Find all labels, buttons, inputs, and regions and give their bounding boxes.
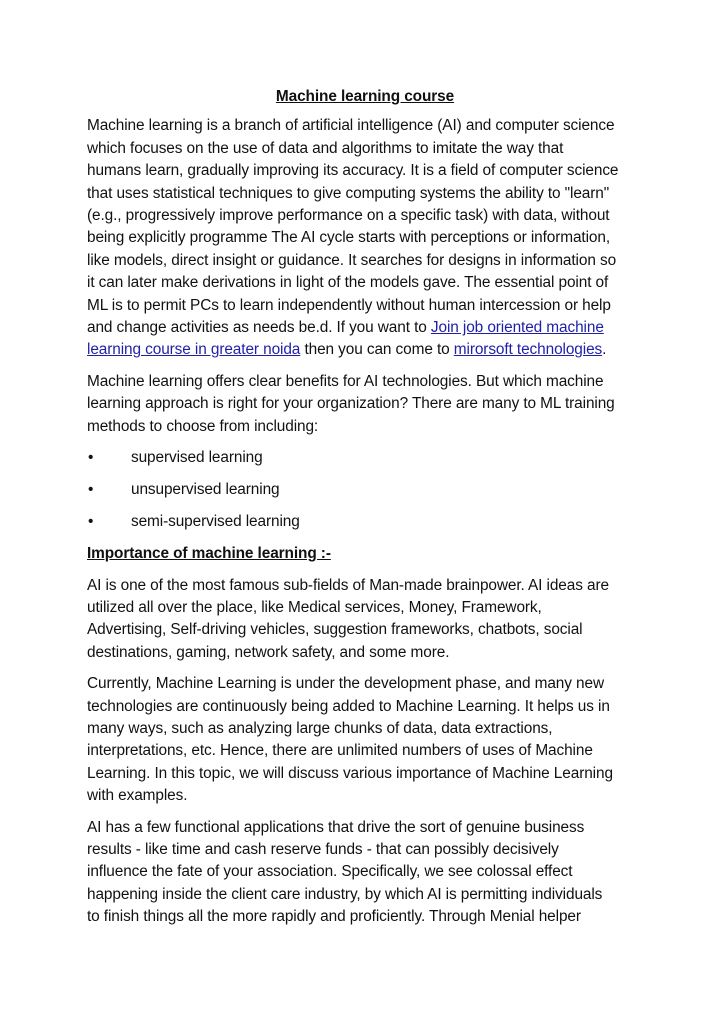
list-item-label: semi-supervised learning [131, 513, 300, 531]
text-line: technologies are continuously being added to Machine Learning. It helps us in [87, 697, 610, 715]
text-line: utilized all over the place, like Medical services, Money, Framework, [87, 598, 542, 616]
ai-fields-paragraph [87, 575, 643, 665]
course-link-part-1[interactable]: Join job oriented machine [430, 319, 604, 337]
text-span: and change activities as needs be.d. If you want to [87, 319, 431, 337]
section-heading: Importance of machine learning :- [87, 545, 331, 563]
text-line: AI is one of the most famous sub-fields of Man-made brainpower. AI ideas are [87, 576, 609, 594]
text-line: happening inside the client care industry, by which AI is permitting individuals [87, 885, 603, 903]
text-line: destinations, gaming, network safety, and some more. [87, 643, 450, 661]
text-line: to finish things all the more rapidly and proficiently. Through Menial helper [87, 908, 581, 926]
text-line: with examples. [87, 787, 188, 805]
text-line: Machine learning is a branch of artificial intelligence (AI) and computer science [87, 117, 615, 135]
text-span: . [602, 341, 607, 359]
list-item [87, 447, 643, 469]
text-line: (e.g., progressively improve performance on a specific task) with data, without [87, 207, 610, 225]
text-line: humans learn, gradually improving its accuracy. It is a field of computer science [87, 162, 619, 180]
text-line-with-link [87, 339, 643, 361]
text-line: Machine learning offers clear benefits for AI technologies. But which machine [87, 372, 604, 390]
text-line: Currently, Machine Learning is under the development phase, and many new [87, 675, 604, 693]
text-line: AI has a few functional applications that drive the sort of genuine business [87, 818, 585, 836]
text-line: ML is to permit PCs to learn independently without human intercession or help [87, 296, 611, 314]
text-line: like models, direct insight or guidance. It searches for designs in information so [87, 251, 617, 269]
bullet-icon: • [88, 513, 94, 531]
text-line: being explicitly programme The AI cycle starts with perceptions or information, [87, 229, 611, 247]
text-span: then you can come to [300, 341, 454, 359]
business-paragraph [87, 817, 643, 929]
text-line: that uses statistical techniques to give computing systems the ability to "learn" [87, 184, 610, 202]
methods-paragraph [87, 371, 643, 438]
company-link[interactable]: mirorsoft technologies [453, 341, 603, 359]
bullet-icon: • [88, 449, 94, 467]
list-item-label: unsupervised learning [131, 481, 280, 499]
text-line: which focuses on the use of data and algorithms to imitate the way that [87, 139, 564, 157]
list-item-label: supervised learning [131, 449, 263, 467]
document-page [87, 86, 643, 938]
text-line: Advertising, Self-driving vehicles, suggestion frameworks, chatbots, social [87, 621, 583, 639]
text-line: results - like time and cash reserve funds - that can possibly decisively [87, 840, 559, 858]
intro-paragraph [87, 115, 643, 361]
course-link-part-2[interactable]: learning course in greater noida [87, 341, 301, 359]
list-item [87, 511, 643, 533]
text-line: it can later make derivations in light of the models gave. The essential point of [87, 274, 609, 292]
bullet-icon: • [88, 481, 94, 499]
text-line: learning approach is right for your organization? There are many to ML training [87, 395, 615, 413]
text-line: influence the fate of your association. Specifically, we see colossal effect [87, 863, 573, 881]
text-line: interpretations, etc. Hence, there are unlimited numbers of uses of Machine [87, 742, 593, 760]
document-title: Machine learning course [275, 88, 455, 105]
text-line: Learning. In this topic, we will discuss various importance of Machine Learning [87, 764, 613, 782]
methods-list [87, 447, 643, 533]
text-line: methods to choose from including: [87, 417, 319, 435]
list-item [87, 479, 643, 501]
text-line-with-link [87, 317, 643, 339]
currently-paragraph [87, 673, 643, 807]
text-line: many ways, such as analyzing large chunks of data, data extractions, [87, 719, 553, 737]
